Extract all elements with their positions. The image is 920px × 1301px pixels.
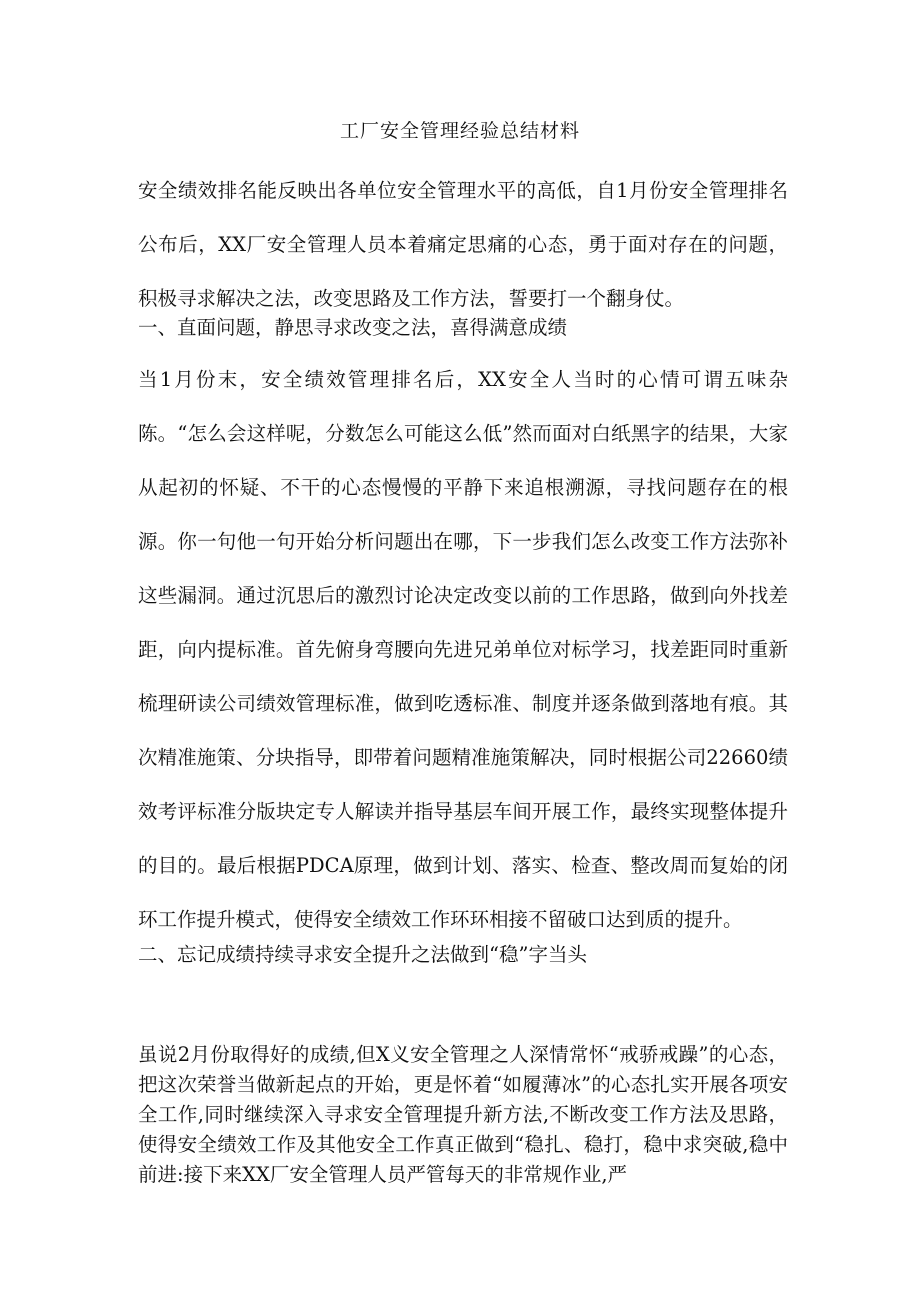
document-title: 工厂安全管理经验总结材料 [339, 120, 580, 142]
section-1-heading: 一、直面问题，静思寻求改变之法，喜得满意成绩 [138, 316, 568, 339]
section-1-paragraph: 当1月份末，安全绩效管理排名后，XX安全人当时的心情可谓五味杂陈。“怎么会这样呢，分数怎么可能这么低”然而面对白纸黑字的结果，大家从起初的怀疑、不干的心态慢慢的平静下来追根溯源，寻找问题存在的根源。你一句他一句开始分析问题出在哪，下一步我们怎么改变工作方法弥补这些漏洞。通过沉思后的激烈讨论决定改变以前的工作思路，做到向外找差距，向内提标准。首先俯身弯腰向先进兄弟单位对标学习，找差距同时重新梳理研读公司绩效管理标准，做到吃透标准、制度并逐条做到落地有痕。其次精准施策、分块指导，即带着问题精准施策解决，同时根据公司22660绩效考评标准分版块定专人解读并指导基层车间开展工作，最终实现整体提升的目的。最后根据PDCA原理，做到计划、落实、检查、整改周而复始的闭环工作提升模式，使得安全绩效工作环环相接不留破口达到质的提升。 [138, 368, 788, 931]
section-2-heading: 二、忘记成绩持续寻求安全提升之法做到“稳”字当头 [138, 943, 587, 966]
section-2-paragraph: 虽说2月份取得好的成绩,但X义安全管理之人深情常怀“戒骄戒躁”的心态，把这次荣誉当做新起点的开始，更是怀着“如履薄冰”的心态扎实开展各项安全工作,同时继续深入寻求安全管理提升新方法,不断改变工作方法及思路，使得安全绩效工作及其他安全工作真正做到“稳扎、稳打，稳中求突破,稳中前进:接下来XX厂安全管理人员严管每天的非常规作业,严 [138, 1043, 788, 1186]
intro-paragraph: 安全绩效排名能反映出各单位安全管理水平的高低，自1月份安全管理排名公布后，XX厂安全管理人员本着痛定思痛的心态，勇于面对存在的问题，积极寻求解决之法，改变思路及工作方法，誓要打一个翻身仗。 [138, 179, 788, 310]
